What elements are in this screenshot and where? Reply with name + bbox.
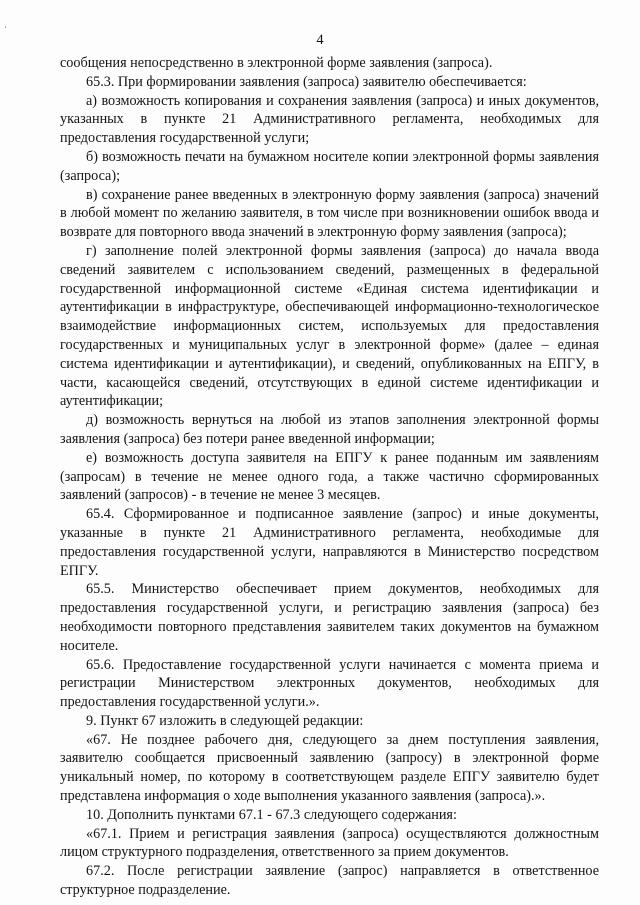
paragraph-item-e: е) возможность доступа заявителя на ЕПГУ к ранее поданным им заявлениям (запросам) в течение не менее одного года, а также частично сформированных заявлений (запросов) - в течение не менее 3 месяцев. — [60, 449, 599, 504]
page-number: 4 — [316, 32, 324, 48]
paragraph-item-b: б) возможность печати на бумажном носителе копии электронной формы заявления (запроса); — [60, 148, 599, 184]
paragraph-item-a: а) возможность копирования и сохранения заявления (запроса) и иных документов, указанных в пункте 21 Административного регламента, необходимых для предоставления государственной услуги; — [60, 92, 599, 147]
paragraph-65-3: 65.3. При формировании заявления (запроса) заявителю обеспечивается: — [86, 73, 527, 90]
paragraph-item-v: в) сохранение ранее введенных в электронную форму заявления (запроса) значений в любой момент по желанию заявителя, в том числе при возникновении ошибок ввода и возврате для повторного ввода значений в электронную форму заявления (запроса); — [60, 186, 599, 241]
paragraph-65-5: 65.5. Министерство обеспечивает прием документов, необходимых для предоставления государственной услуги, и регистрацию заявления (запроса) без необходимости повторного представления заявителем таких документов на бумажном носителе. — [60, 581, 599, 654]
paragraph-67-2: 67.2. После регистрации заявление (запрос) направляется в ответственное структурное подразделение. — [60, 863, 599, 899]
paragraph-point-9: 9. Пункт 67 изложить в следующей редакции: — [86, 712, 364, 729]
paragraph-67-1: «67.1. Прием и регистрация заявления (запроса) осуществляются должностным лицом структурного подразделения, ответственного за прием документов. — [60, 825, 599, 861]
paragraph-65-4: 65.4. Сформированное и подписанное заявление (запрос) и иные документы, указанные в пункте 21 Административного регламента, необходимые для предоставления государственной услуги, направляются в Министерство посредством ЕПГУ. — [60, 506, 599, 579]
paragraph-continuation: сообщения непосредственно в электронной форме заявления (запроса). — [60, 55, 493, 71]
document-body — [60, 54, 599, 900]
paragraph-65-6: 65.6. Предоставление государственной услуги начинается с момента приема и регистрации Министерством электронных документов, необходимых для предоставления государственной услуги.». — [60, 656, 599, 711]
paragraph-item-g: г) заполнение полей электронной формы заявления (запроса) до начала ввода сведений заявителем с использованием сведений, размещенных в федеральной государственной информационной системе «Единая система идентификации и аутентификации в инфраструктуре, обеспечивающей информационно-технологическое взаимодействие информационных систем, используемых для предоставления государственных и муниципальных услуг в электронной форме» (далее – единая система идентификации и аутентификации), и сведений, опубликованных на ЕПГУ, в части, касающейся сведений, отсутствующих в единой системе идентификации и аутентификации; — [60, 242, 599, 410]
paragraph-item-d: д) возможность вернуться на любой из этапов заполнения электронной формы заявления (запроса) без потери ранее введенной информации; — [60, 412, 599, 447]
paragraph-point-10: 10. Дополнить пунктами 67.1 - 67.3 следующего содержания: — [86, 806, 457, 823]
paragraph-67: «67. Не позднее рабочего дня, следующего за днем поступления заявления, заявителю сообщается присвоенный заявлению (запросу) в электронной форме уникальный номер, по которому в соответствующем разделе ЕПГУ заявителю будет представлена информация о ходе выполнения указанного заявления (запроса).». — [60, 731, 599, 805]
margin-mark: · — [4, 22, 7, 32]
